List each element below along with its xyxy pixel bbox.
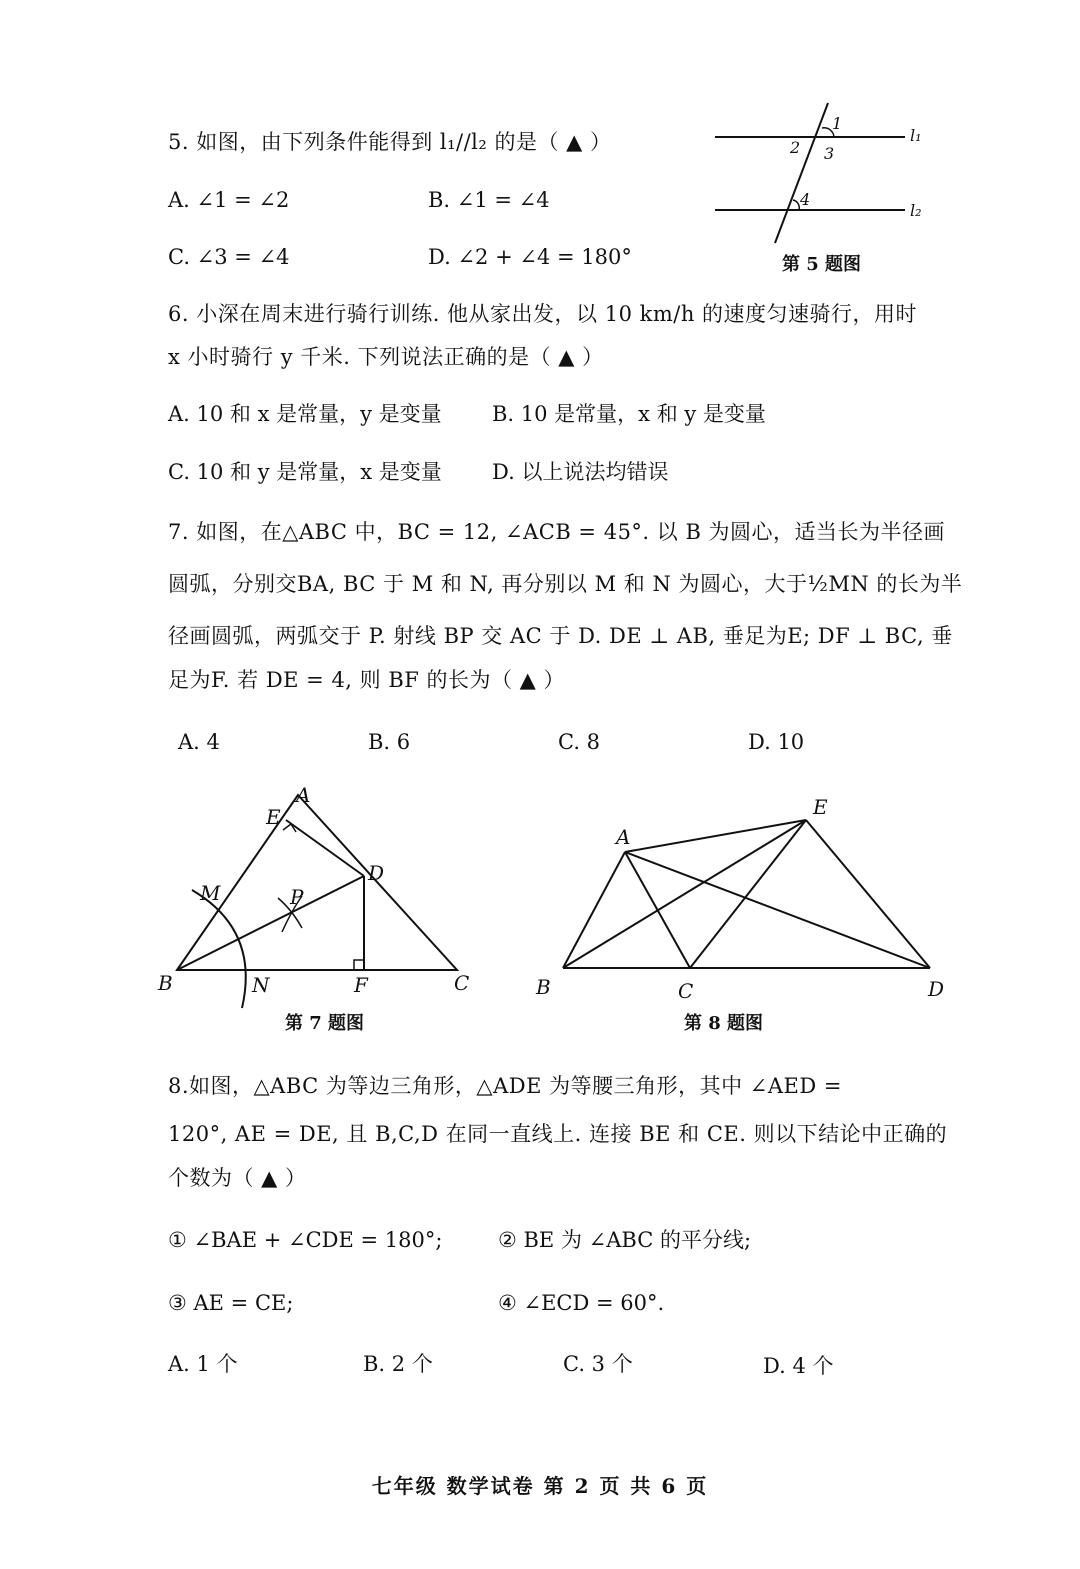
- q7-label-d: D: [368, 861, 385, 885]
- q8-option-c: C. 3 个: [563, 1352, 633, 1376]
- q5-angle-arc-4: [793, 200, 799, 210]
- q7-label-f: F: [354, 973, 368, 997]
- q7-option-a: A. 4: [178, 730, 220, 754]
- q5-option-a: A. ∠1 = ∠2: [168, 188, 290, 212]
- q8-stem-line1: 8.如图，△ABC 为等边三角形，△ADE 为等腰三角形，其中 ∠AED =: [168, 1074, 842, 1098]
- q5-option-c: C. ∠3 = ∠4: [168, 245, 290, 269]
- q5-transversal: [775, 103, 828, 243]
- q6-option-d: D. 以上说法均错误: [492, 460, 669, 484]
- q7-right-angle-f: [354, 960, 364, 970]
- q8-figure: [530, 790, 960, 1010]
- q6-stem-line2: x 小时骑行 y 千米. 下列说法正确的是（ ▲ ）: [168, 345, 604, 369]
- q7-stem-line1: 7. 如图，在△ABC 中，BC = 12, ∠ACB = 45°. 以 B 为圆心，适当长为半径画: [168, 520, 946, 544]
- q8-statement-3: ③ AE = CE;: [168, 1291, 294, 1315]
- q7-figure-caption: 第 7 题图: [285, 1013, 365, 1034]
- q8-label-e: E: [813, 795, 828, 819]
- q7-label-e: E: [266, 805, 281, 829]
- q7-label-b: B: [158, 971, 173, 995]
- q8-label-c: C: [678, 979, 694, 1003]
- q8-label-a: A: [616, 825, 631, 849]
- q8-statement-1: ① ∠BAE + ∠CDE = 180°;: [168, 1228, 443, 1252]
- q8-statement-2: ② BE 为 ∠ABC 的平分线;: [498, 1228, 752, 1252]
- q5-option-b: B. ∠1 = ∠4: [428, 188, 550, 212]
- q7-stem-line2: 圆弧，分别交BA, BC 于 M 和 N, 再分别以 M 和 N 为圆心，大于½MN 的长为半: [168, 572, 963, 596]
- q5-figure: [700, 95, 940, 255]
- page-footer: 七年级 数学试卷 第 2 页 共 6 页: [371, 1474, 709, 1498]
- q6-option-b: B. 10 是常量，x 和 y 是变量: [492, 402, 766, 426]
- q8-stem-line3: 个数为（ ▲ ）: [168, 1166, 307, 1190]
- q7-figure: [150, 780, 490, 1010]
- q8-figure-caption: 第 8 题图: [684, 1013, 764, 1034]
- q5-label-2: 2: [790, 138, 801, 157]
- q5-label-4: 4: [800, 190, 811, 209]
- q6-option-c: C. 10 和 y 是常量，x 是变量: [168, 460, 442, 484]
- q7-stem-line4: 足为F. 若 DE = 4, 则 BF 的长为（ ▲ ）: [168, 668, 566, 692]
- q7-label-p: P: [290, 885, 304, 909]
- q6-option-a: A. 10 和 x 是常量，y 是变量: [168, 402, 442, 426]
- q8-stem-line2: 120°, AE = DE, 且 B,C,D 在同一直线上. 连接 BE 和 CE. 则以下结论中正确的: [168, 1122, 948, 1146]
- q7-stem-line3: 径画圆弧，两弧交于 P. 射线 BP 交 AC 于 D. DE ⊥ AB, 垂足为E; DF ⊥ BC, 垂: [168, 624, 953, 648]
- q8-segment-ed: [806, 820, 930, 968]
- q6-stem-line1: 6. 小深在周末进行骑行训练. 他从家出发，以 10 km/h 的速度匀速骑行，用时: [168, 302, 918, 326]
- q8-segment-ce: [690, 820, 806, 968]
- q5-label-l2: l₂: [910, 201, 922, 220]
- q8-option-d: D. 4 个: [763, 1354, 834, 1378]
- q7-option-d: D. 10: [748, 730, 805, 754]
- q8-segment-ad: [625, 852, 930, 968]
- q5-label-l1: l₁: [910, 126, 922, 145]
- q7-label-a: A: [296, 783, 311, 807]
- q8-label-d: D: [928, 977, 945, 1001]
- q7-label-c: C: [454, 971, 470, 995]
- q8-segment-ab: [563, 852, 625, 968]
- q5-option-d: D. ∠2 + ∠4 = 180°: [428, 245, 632, 269]
- q5-label-3: 3: [824, 144, 835, 163]
- q7-segment-de: [286, 820, 364, 876]
- q7-option-c: C. 8: [558, 730, 601, 754]
- q8-label-b: B: [536, 975, 551, 999]
- q8-statement-4: ④ ∠ECD = 60°.: [498, 1291, 665, 1315]
- q7-label-m: M: [200, 881, 221, 905]
- q7-label-n: N: [252, 973, 270, 997]
- q5-stem: 5. 如图，由下列条件能得到 l₁//l₂ 的是（ ▲ ）: [168, 130, 612, 154]
- q8-option-b: B. 2 个: [363, 1352, 433, 1376]
- q5-figure-caption: 第 5 题图: [782, 254, 862, 275]
- q5-label-1: 1: [832, 114, 843, 133]
- q7-option-b: B. 6: [368, 730, 411, 754]
- q8-option-a: A. 1 个: [168, 1352, 238, 1376]
